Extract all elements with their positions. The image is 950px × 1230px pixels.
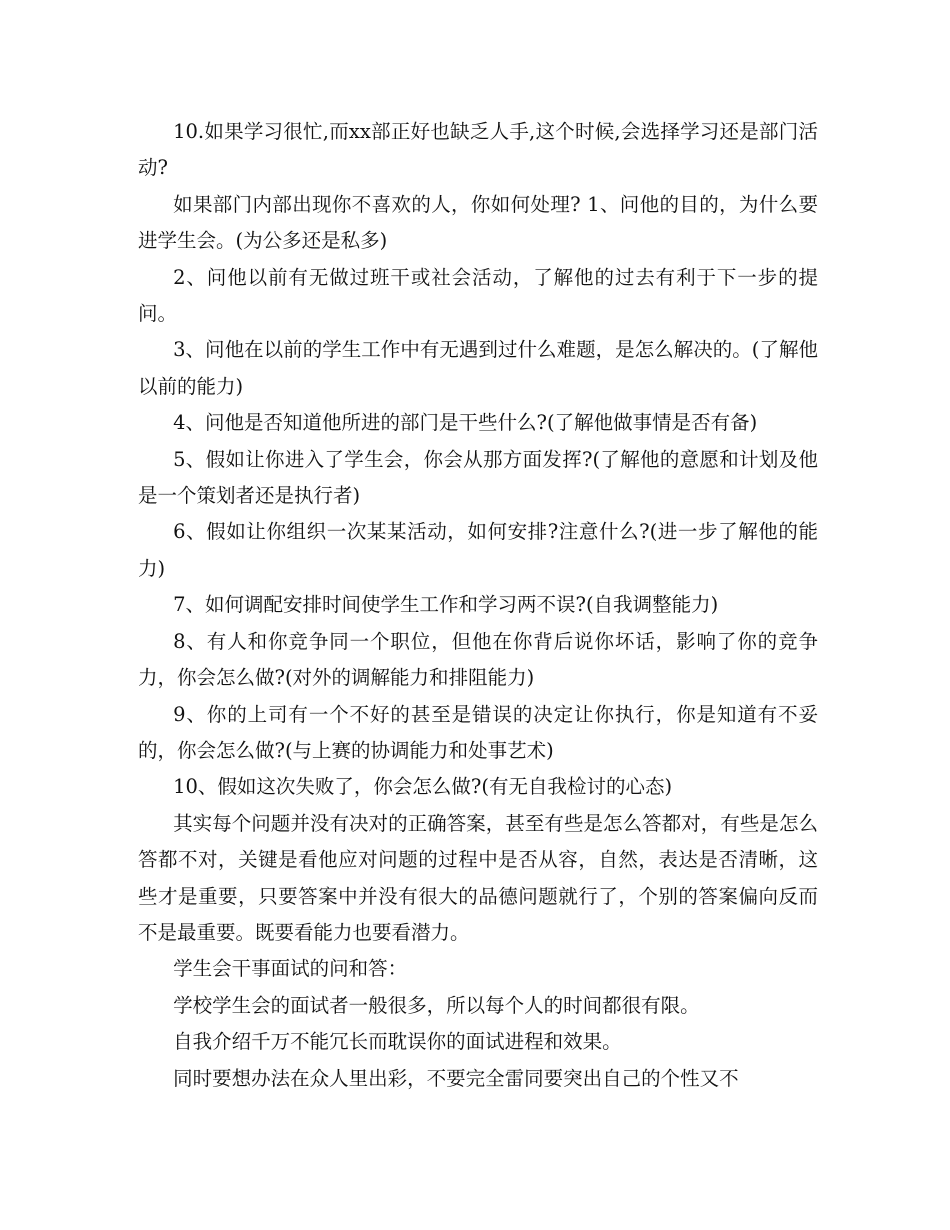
- paragraph-item-4: 4、问他是否知道他所进的部门是干些什么?(了解他做事情是否有备): [173, 411, 758, 435]
- paragraph-item-10: 10、假如这次失败了，你会怎么做?(有无自我检讨的心态): [173, 775, 673, 799]
- paragraph-item-2: 2、问他以前有无做过班干或社会活动，了解他的过去有利于下一步的提问。: [138, 265, 818, 326]
- paragraph-item-7: 7、如何调配安排时间使学生工作和学习两不误?(自我调整能力): [173, 593, 719, 617]
- paragraph-item-3: 3、问他在以前的学生工作中有无遇到过什么难题，是怎么解决的。(了解他以前的能力): [138, 338, 818, 398]
- paragraph-section-heading: 学生会干事面试的问和答：: [173, 957, 408, 981]
- paragraph-question-10-study-vs-department: 10.如果学习很忙,而xx部正好也缺乏人手,这个时候,会选择学习还是部门活动?: [138, 120, 818, 180]
- paragraph-item-9: 9、你的上司有一个不好的甚至是错误的决定让你执行，你是知道有不妥的，你会怎么做?(与上赛的协调能力和处事艺术): [138, 702, 818, 762]
- paragraph-item-6: 6、假如让你组织一次某某活动，如何安排?注意什么?(进一步了解他的能力): [138, 520, 818, 580]
- paragraph-stand-out: 同时要想办法在众人里出彩，不要完全雷同要突出自己的个性又不: [173, 1066, 739, 1090]
- paragraph-item-5: 5、假如让你进入了学生会，你会从那方面发挥?(了解他的意愿和计划及他是一个策划者还是执行者): [138, 447, 818, 508]
- paragraph-dislike-colleague: 如果部门内部出现你不喜欢的人，你如何处理? 1、问他的目的，为什么要进学生会。(为公多还是私多): [138, 192, 818, 253]
- paragraph-summary: 其实每个问题并没有决对的正确答案，甚至有些是怎么答都对，有些是怎么答都不对，关键是看他应对问题的过程中是否从容，自然，表达是否清晰，这些才是重要，只要答案中并没有很大的品德问题就行了，个别的答案偏向反而不是最重要。既要看能力也要看潜力。: [138, 811, 818, 944]
- paragraph-item-8: 8、有人和你竞争同一个职位，但他在你背后说你坏话，影响了你的竞争力，你会怎么做?(对外的调解能力和排阻能力): [138, 629, 818, 690]
- paragraph-self-intro: 自我介绍千万不能冗长而耽误你的面试进程和效果。: [173, 1030, 622, 1054]
- document-body: [138, 114, 818, 1097]
- paragraph-interview-time: 学校学生会的面试者一般很多，所以每个人的时间都很有限。: [173, 993, 700, 1017]
